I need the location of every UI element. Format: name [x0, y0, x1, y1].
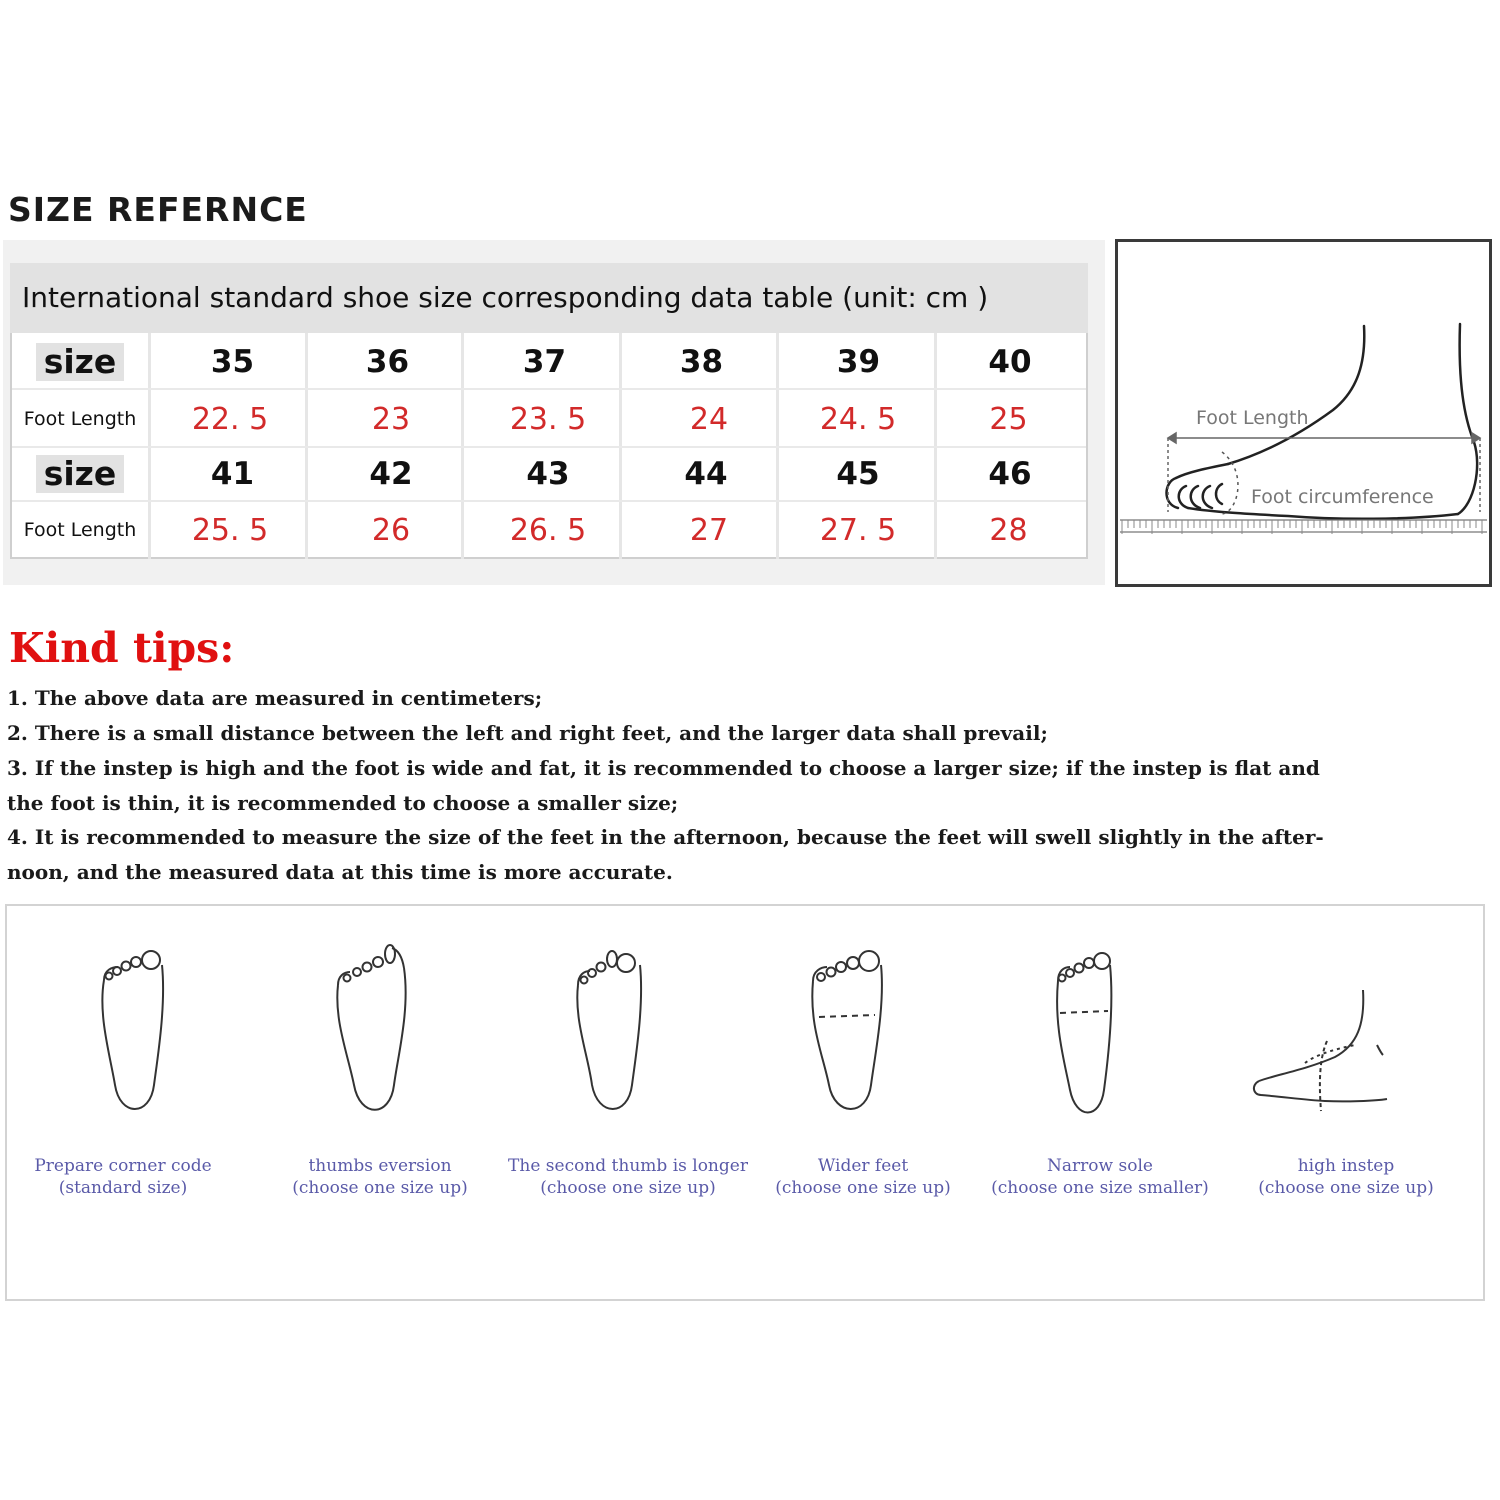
foot-type-note: (choose one size up): [1258, 1178, 1434, 1198]
foot-length-row-label: Foot Length: [23, 519, 137, 541]
foot-length-cell: 24. 5: [819, 401, 897, 437]
high-instep-foot-icon: [1245, 985, 1395, 1115]
size-cell: 39: [836, 343, 881, 380]
page-title: SIZE REFERNCE: [8, 190, 308, 229]
foot-length-cell: 26. 5: [509, 512, 587, 548]
foot-type-caption: [733, 1155, 993, 1199]
foot-type-title: thumbs eversion: [308, 1156, 452, 1176]
tip-line: 4. It is recommended to measure the size of the feet in the afternoon, because the feet will swell slightly in the after-: [7, 825, 1324, 849]
foot-type-note: (choose one size up): [775, 1178, 951, 1198]
size-row-label: size: [36, 455, 125, 493]
foot-length-diagram-label: Foot Length: [1196, 407, 1309, 429]
foot-length-cell: 25: [989, 401, 1028, 437]
tip-line: 3. If the instep is high and the foot is wide and fat, it is recommended to choose a larger size; if the instep is flat and: [7, 756, 1320, 780]
foot-type-caption: [498, 1155, 758, 1199]
size-cell: 41: [210, 456, 255, 492]
size-cell: 36: [365, 343, 410, 380]
foot-type-note: (standard size): [58, 1178, 188, 1198]
size-cell: 43: [526, 456, 570, 492]
foot-type-caption: [1216, 1155, 1476, 1199]
tip-line: noon, and the measured data at this time is more accurate.: [7, 860, 673, 884]
foot-length-cell: 23: [371, 401, 411, 437]
size-cell: 37: [522, 343, 567, 380]
foot-type-caption: [0, 1155, 253, 1199]
foot-length-cell: 27. 5: [819, 512, 897, 548]
foot-type-title: high instep: [1297, 1156, 1395, 1176]
foot-type-caption: [970, 1155, 1230, 1199]
size-cell: 45: [836, 456, 880, 492]
size-cell: 38: [679, 343, 724, 380]
size-row-label: size: [36, 343, 125, 381]
foot-length-cell: 27: [689, 512, 729, 548]
foot-length-cell: 23. 5: [509, 401, 587, 437]
foot-type-title: Wider feet: [817, 1156, 909, 1176]
size-cell: 46: [988, 456, 1032, 492]
size-cell: 44: [684, 456, 728, 492]
foot-length-cell: 24: [689, 401, 729, 437]
tip-line: 1. The above data are measured in centimeters;: [7, 686, 543, 710]
foot-length-cell: 28: [989, 512, 1028, 548]
tip-line: 2. There is a small distance between the left and right feet, and the larger data shall prevail;: [7, 721, 1048, 745]
tip-line: the foot is thin, it is recommended to choose a smaller size;: [7, 791, 679, 815]
foot-type-title: The second thumb is longer: [508, 1156, 748, 1176]
foot-type-title: Prepare corner code: [34, 1156, 212, 1176]
row-divider: [12, 388, 1086, 390]
size-cell: 35: [210, 343, 255, 380]
wide-foot-icon: [805, 945, 895, 1120]
thumbs-eversion-foot-icon: [330, 940, 420, 1120]
foot-type-note: (choose one size up): [292, 1178, 468, 1198]
foot-length-cell: 25. 5: [191, 512, 269, 548]
long-second-toe-foot-icon: [568, 945, 658, 1120]
foot-length-row-label: Foot Length: [23, 408, 137, 430]
size-table-caption: International standard shoe size corresponding data table (unit: cm ): [22, 281, 989, 314]
foot-measurement-diagram: [1115, 239, 1492, 587]
foot-type-note: (choose one size up): [540, 1178, 716, 1198]
foot-circumference-diagram-label: Foot circumference: [1251, 486, 1434, 508]
foot-length-cell: 22. 5: [191, 401, 269, 437]
narrow-sole-foot-icon: [1048, 945, 1123, 1120]
size-row-label-cell: [12, 448, 148, 500]
foot-type-caption: [250, 1155, 510, 1199]
foot-length-cell: 26: [371, 512, 411, 548]
foot-type-note: (choose one size smaller): [991, 1178, 1209, 1198]
tips-title: Kind tips:: [9, 624, 235, 672]
size-row-label-cell: [12, 335, 148, 388]
foot-type-title: Narrow sole: [1047, 1156, 1153, 1176]
size-cell: 40: [988, 343, 1032, 380]
normal-foot-icon: [90, 945, 180, 1120]
size-cell: 42: [369, 456, 413, 492]
